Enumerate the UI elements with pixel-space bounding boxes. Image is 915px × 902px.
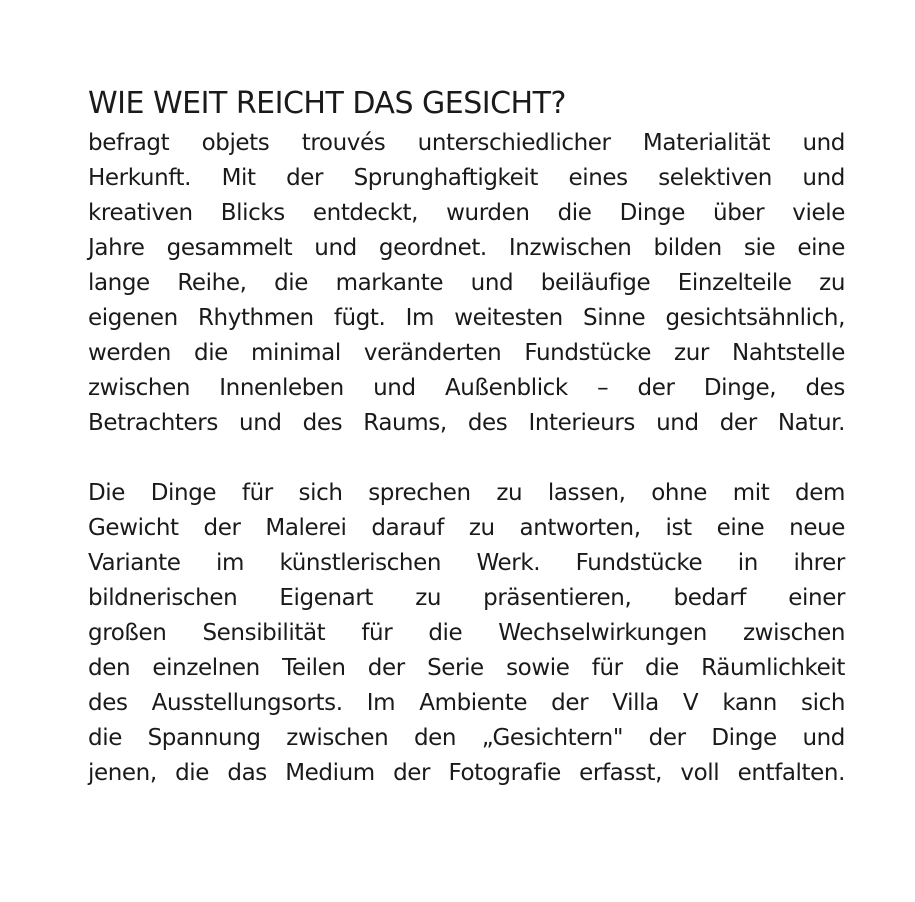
text-line: großen Sensibilität für die Wechselwirkungen zwischen: [88, 620, 845, 646]
text-line: eigenen Rhythmen fügt. Im weitesten Sinne gesichtsähnlich,: [88, 305, 845, 331]
text-line: lange Reihe, die markante und beiläufige Einzelteile zu: [88, 270, 845, 296]
text-line: Variante im künstlerischen Werk. Fundstücke in ihrer: [88, 550, 845, 576]
text-line: die Spannung zwischen den „Gesichtern" der Dinge und: [88, 725, 845, 751]
text-line: den einzelnen Teilen der Serie sowie für die Räumlichkeit: [88, 655, 845, 681]
paragraph-spacer: [88, 441, 845, 476]
text-line: Jahre gesammelt und geordnet. Inzwischen bilden sie eine: [88, 235, 845, 261]
text-line: Herkunft. Mit der Sprunghaftigkeit eines selektiven und: [88, 165, 845, 191]
text-line: jenen, die das Medium der Fotografie erfasst, voll entfalten.: [88, 760, 845, 786]
text-line: Die Dinge für sich sprechen zu lassen, ohne mit dem: [88, 480, 845, 506]
text-line: Betrachters und des Raums, des Interieurs und der Natur.: [88, 410, 845, 436]
text-line: kreativen Blicks entdeckt, wurden die Dinge über viele: [88, 200, 845, 226]
text-line: des Ausstellungsorts. Im Ambiente der Villa V kann sich: [88, 690, 845, 716]
document-page: [88, 82, 845, 791]
paragraph-1: [88, 126, 845, 441]
paragraph-2: [88, 476, 845, 791]
text-line: zwischen Innenleben und Außenblick – der Dinge, des: [88, 375, 845, 401]
text-line: werden die minimal veränderten Fundstücke zur Nahtstelle: [88, 340, 845, 366]
text-line: bildnerischen Eigenart zu präsentieren, bedarf einer: [88, 585, 845, 611]
document-title: WIE WEIT REICHT DAS GESICHT?: [88, 86, 566, 121]
text-line: Gewicht der Malerei darauf zu antworten, ist eine neue: [88, 515, 845, 541]
text-line: befragt objets trouvés unterschiedlicher Materialität und: [88, 130, 845, 156]
